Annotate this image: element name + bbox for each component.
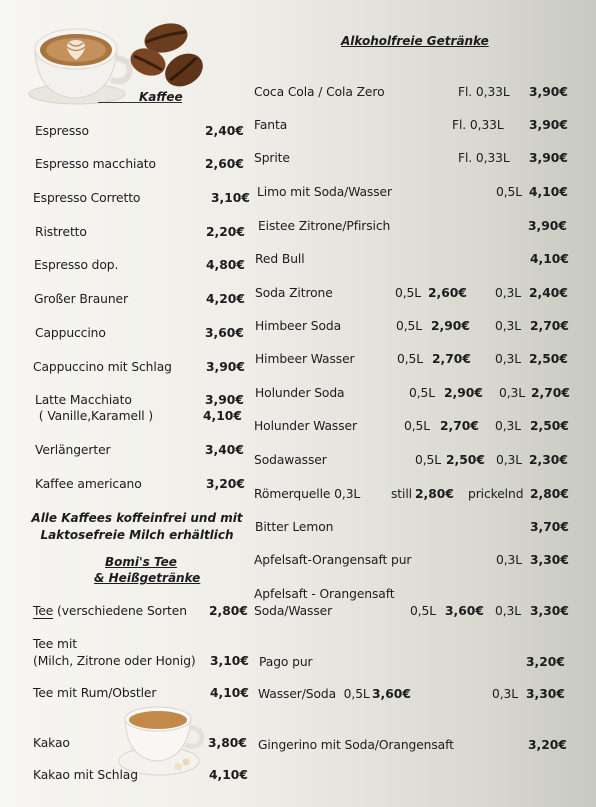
tea-heading-sub: & Heißgetränke — [94, 571, 201, 585]
menu-item-name: Limo mit Soda/Wasser — [257, 185, 392, 199]
menu-item-name: Großer Brauner — [34, 292, 128, 306]
menu-item-size: 0,3L — [492, 687, 519, 701]
menu-item-name: Tee (verschiedene Sorten — [33, 604, 187, 618]
menu-item-size: 0,3L — [495, 286, 522, 300]
menu-item-size: 0,5L — [496, 185, 523, 199]
menu-item-name: Tee mit — [33, 637, 77, 651]
menu-item-price: 2,80€ — [209, 604, 248, 618]
menu-item-price: 2,40€ — [205, 124, 244, 138]
menu-item-price: 4,10€ — [209, 768, 248, 782]
menu-item-size: 0,3L — [495, 604, 522, 618]
menu-item-name: Espresso — [35, 124, 89, 138]
menu-item-price: 4,20€ — [206, 292, 245, 306]
menu-item-name: Fanta — [254, 118, 288, 132]
menu-item-price: 3,90€ — [528, 219, 567, 233]
menu-item-name: Verlängerter — [35, 443, 111, 457]
menu-item-name: Eistee Zitrone/Pfirsich — [258, 219, 391, 233]
menu-item-price: 2,90€ — [431, 319, 470, 333]
menu-item-name: Ristretto — [35, 225, 87, 239]
menu-item-price: 4,10€ — [529, 185, 568, 199]
menu-item-size: 0,5L — [415, 453, 442, 467]
menu-item-price: 2,50€ — [529, 352, 568, 366]
menu-item-size: 0,5L — [396, 319, 423, 333]
coffee-note-line: Laktosefreie Milch erhältlich — [40, 528, 234, 542]
menu-item-price: 4,10€ — [530, 252, 569, 266]
menu-item-name: Apfelsaft-Orangensaft pur — [254, 553, 412, 567]
menu-item-price: 3,60€ — [445, 604, 484, 618]
menu-item-price: 2,70€ — [432, 352, 471, 366]
menu-item-size: 0,3L — [495, 419, 522, 433]
menu-item-name: Kakao mit Schlag — [33, 768, 138, 782]
menu-item-name: Sprite — [254, 151, 290, 165]
menu-item-price: 3,80€ — [208, 736, 247, 750]
soft-drinks-heading: Alkoholfreie Getränke — [341, 34, 489, 48]
menu-item-price: 3,70€ — [530, 520, 569, 534]
menu-item-price: 3,30€ — [530, 604, 569, 618]
tea-item-underline — [33, 618, 53, 619]
coffee-note-line: Alle Kaffees koffeinfrei und mit — [31, 511, 243, 525]
menu-item-price: 3,10€ — [211, 191, 250, 205]
menu-item-name: Soda Zitrone — [255, 286, 333, 300]
menu-item-price: 2,40€ — [529, 286, 568, 300]
menu-item-name: Sodawasser — [254, 453, 327, 467]
menu-item-price: 3,20€ — [528, 738, 567, 752]
menu-item-price: 3,20€ — [206, 477, 245, 491]
menu-item-price: 2,70€ — [440, 419, 479, 433]
coffee-note — [28, 510, 246, 544]
menu-item-price: 3,30€ — [530, 553, 569, 567]
menu-item-name: Latte Macchiato — [35, 393, 132, 407]
menu-item-name: Espresso dop. — [34, 258, 119, 272]
menu-item-size: 0,3L — [496, 553, 523, 567]
menu-item-name: Cappuccino mit Schlag — [33, 360, 172, 374]
menu-item-name: Cappuccino — [35, 326, 106, 340]
menu-item-name: Römerquelle 0,3L — [254, 487, 361, 501]
menu-item-size: 0,3L — [495, 319, 522, 333]
menu-item-price: 3,10€ — [210, 654, 249, 668]
menu-item-name: Apfelsaft - Orangensaft — [254, 587, 395, 601]
menu-item-price: 2,70€ — [531, 386, 570, 400]
menu-item-price: 4,80€ — [206, 258, 245, 272]
menu-item-name: Bitter Lemon — [255, 520, 334, 534]
menu-item-name: Kakao — [33, 736, 70, 750]
menu-item-name: Red Bull — [255, 252, 305, 266]
menu-item-name: Kaffee americano — [35, 477, 142, 491]
menu-item-price: 3,90€ — [529, 118, 568, 132]
menu-item-variant: ( Vanille,Karamell ) — [35, 409, 154, 423]
menu-item-price: 3,90€ — [205, 393, 244, 407]
menu-item-name: Pago pur — [259, 655, 313, 669]
menu-item-size: 0,5L — [395, 286, 422, 300]
menu-item-price: 4,10€ — [210, 686, 249, 700]
menu-item-price: 2,30€ — [529, 453, 568, 467]
menu-item-name: Espresso Corretto — [33, 191, 141, 205]
menu-item-price: 3,40€ — [205, 443, 244, 457]
menu-item-price: 3,90€ — [529, 151, 568, 165]
menu-item-size: 0,5L — [410, 604, 437, 618]
menu-item-size: 0,5L — [409, 386, 436, 400]
menu-item-price: 4,10€ — [203, 409, 242, 423]
menu-item-name: Holunder Wasser — [254, 419, 357, 433]
menu-item-name-line2: (Milch, Zitrone oder Honig) — [33, 654, 196, 668]
menu-item-size: still — [391, 487, 412, 501]
menu-item-price: 2,80€ — [530, 487, 569, 501]
menu-item-name: Coca Cola / Cola Zero — [254, 85, 385, 99]
tea-heading: Bomi's Tee — [105, 555, 177, 569]
menu-item-name: Himbeer Soda — [255, 319, 342, 333]
menu-item-name: Gingerino mit Soda/Orangensaft — [258, 738, 454, 752]
menu-item-name: Espresso macchiato — [35, 157, 156, 171]
menu-item-price: 2,90€ — [444, 386, 483, 400]
menu-item-size: 0,5L — [404, 419, 431, 433]
coffee-beans-image — [130, 18, 210, 90]
coffee-cup-image — [25, 16, 135, 106]
menu-item-name-line2: Soda/Wasser — [254, 604, 333, 618]
menu-item-name: Holunder Soda — [255, 386, 345, 400]
menu-item-size: 0,3L — [499, 386, 526, 400]
menu-item-price: 3,30€ — [526, 687, 565, 701]
menu-item-size: Fl. 0,33L — [458, 85, 510, 99]
menu-item-price: 3,60€ — [205, 326, 244, 340]
menu-item-name: Himbeer Wasser — [255, 352, 355, 366]
menu-item-price: 2,20€ — [206, 225, 245, 239]
menu-item-size: 0,3L — [496, 453, 523, 467]
menu-item-name: Wasser/Soda 0,5L — [258, 687, 370, 701]
menu-item-price: 2,60€ — [428, 286, 467, 300]
menu-item-price: 2,50€ — [446, 453, 485, 467]
menu-item-price: 2,50€ — [530, 419, 569, 433]
menu-item-name: Tee mit Rum/Obstler — [33, 686, 157, 700]
menu-item-price: 2,70€ — [530, 319, 569, 333]
menu-item-price: 2,80€ — [415, 487, 454, 501]
menu-item-size: 0,5L — [397, 352, 424, 366]
coffee-heading: Kaffee — [139, 90, 183, 104]
menu-item-price: 3,20€ — [526, 655, 565, 669]
menu-item-size: Fl. 0,33L — [452, 118, 504, 132]
menu-item-price: 3,90€ — [206, 360, 245, 374]
menu-item-price: 3,60€ — [372, 687, 411, 701]
menu-item-size: Fl. 0,33L — [458, 151, 510, 165]
menu-item-price: 2,60€ — [205, 157, 244, 171]
menu-item-price: 3,90€ — [529, 85, 568, 99]
menu-item-size: 0,3L — [495, 352, 522, 366]
menu-item-size: prickelnd — [468, 487, 524, 501]
